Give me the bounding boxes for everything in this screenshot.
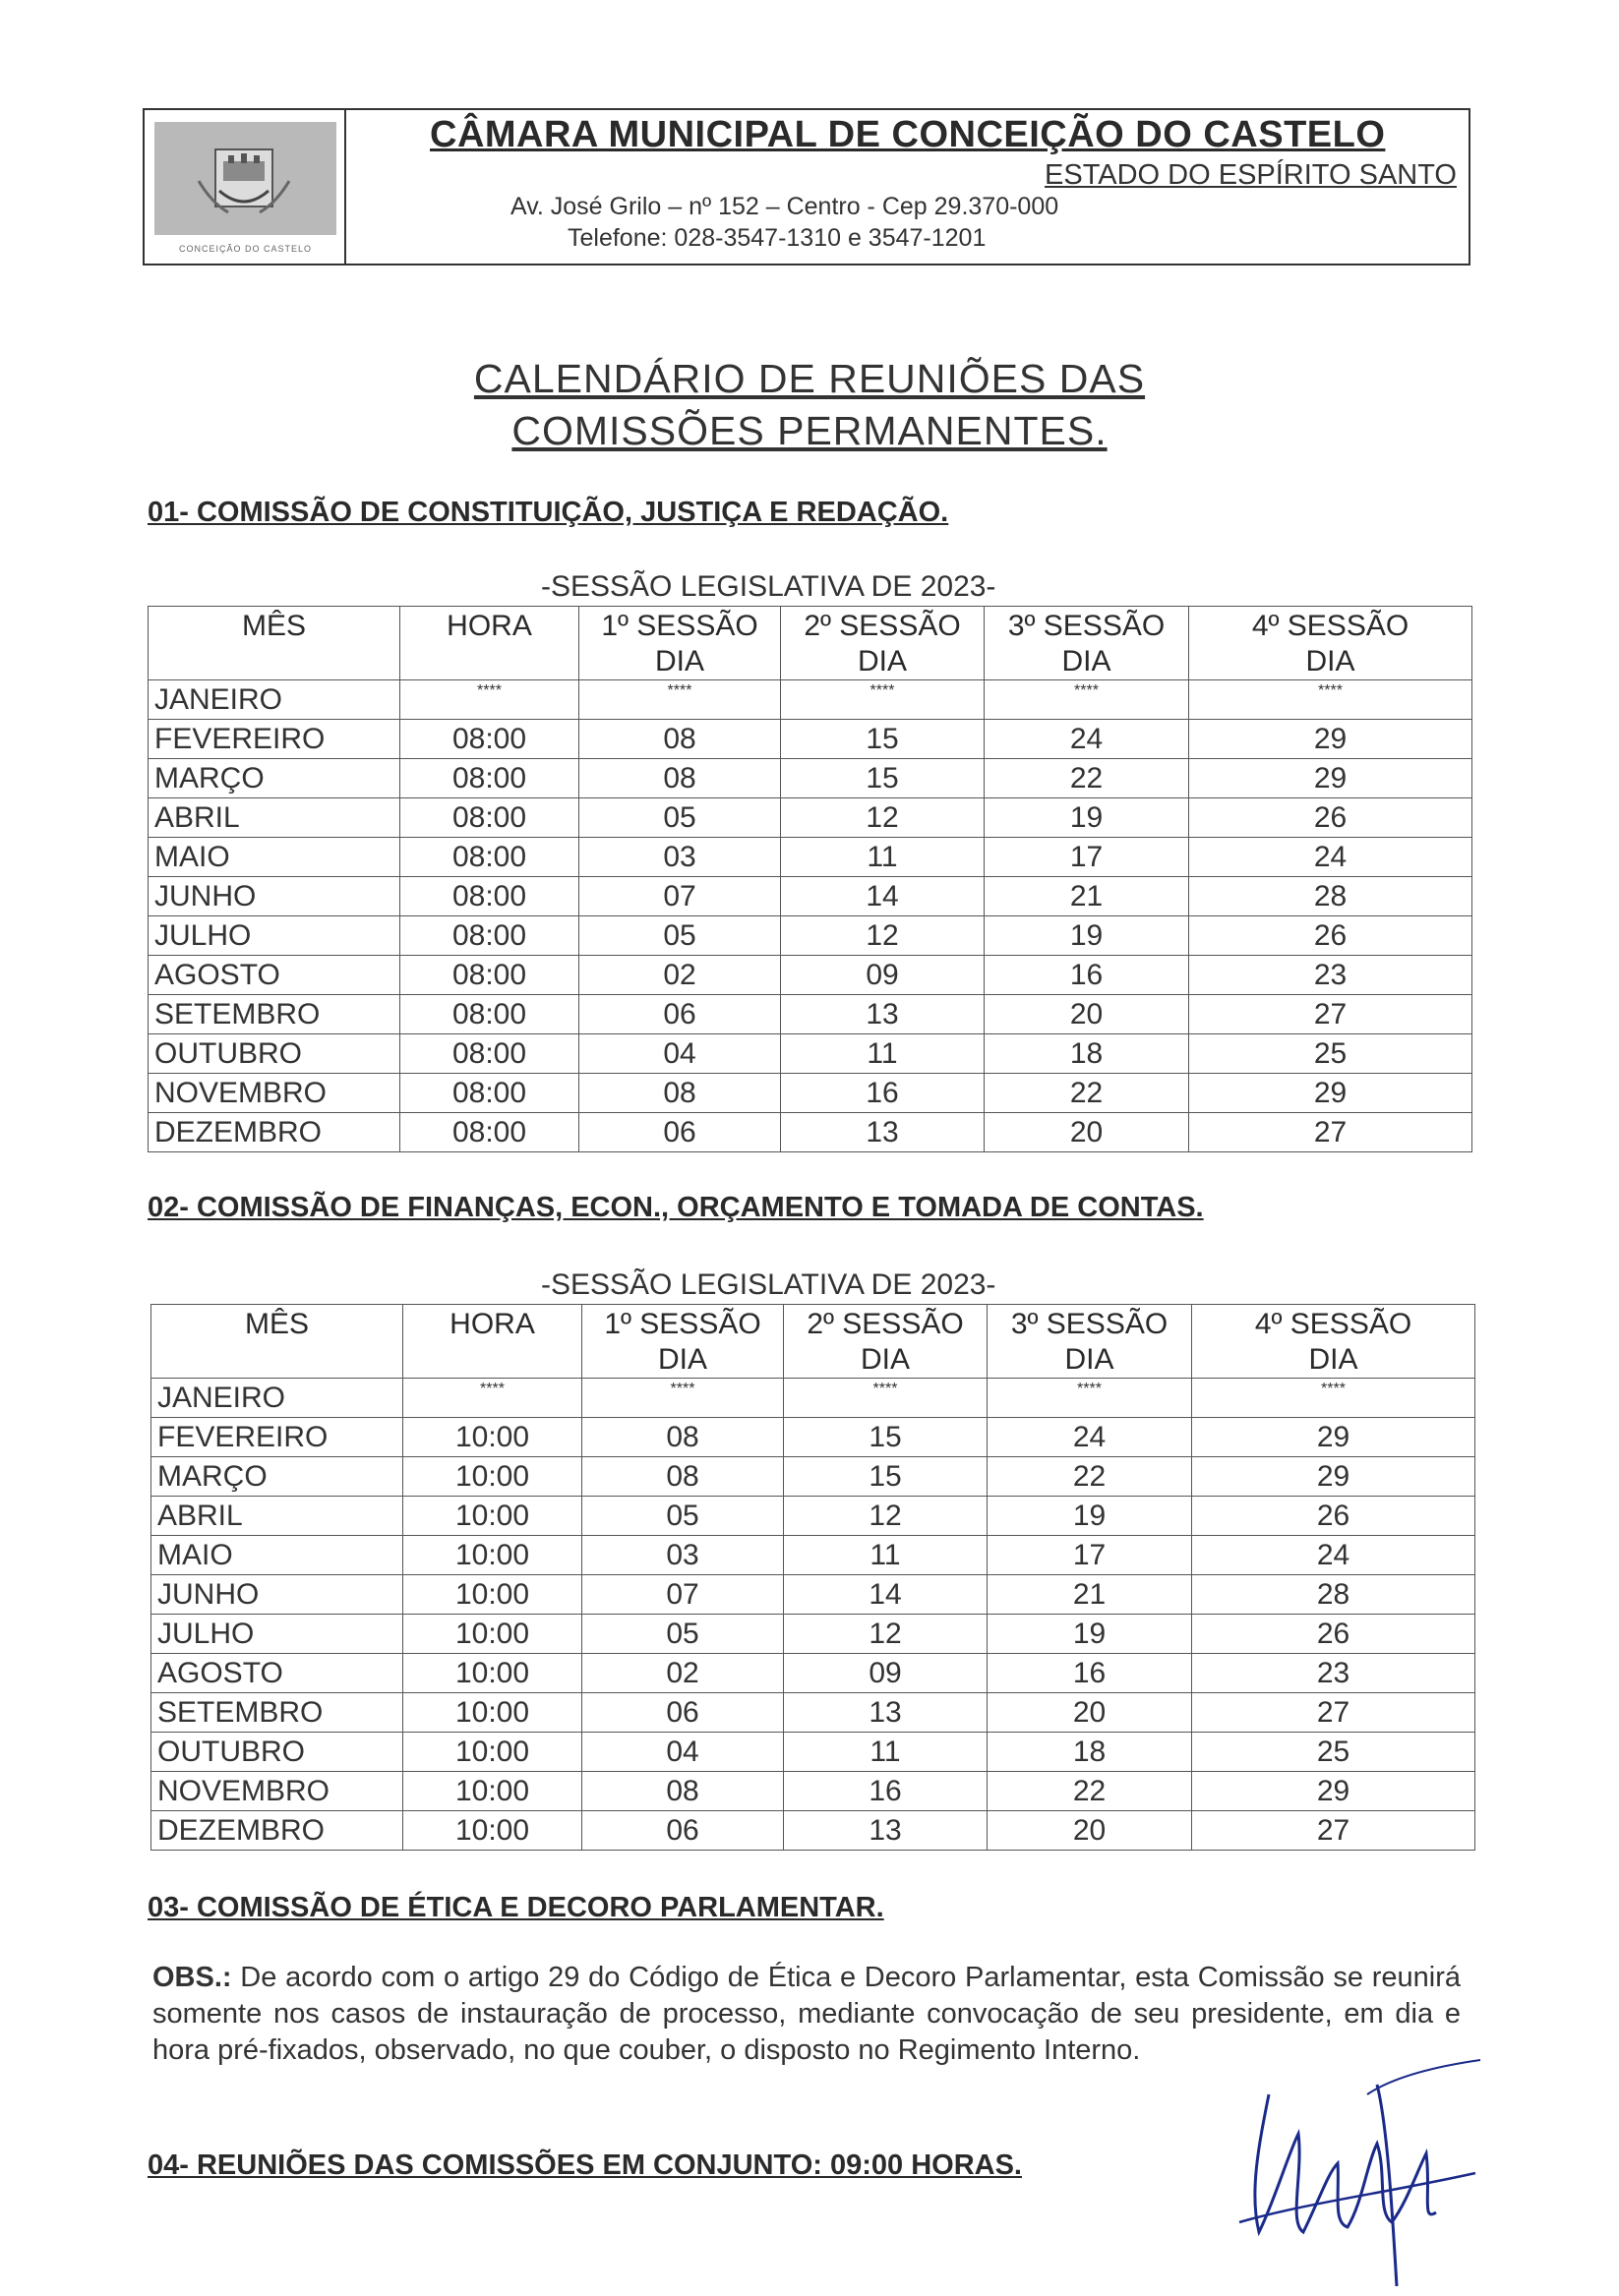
session3-day-cell: 22 (985, 759, 1189, 798)
session1-day-cell: **** (582, 1379, 784, 1418)
table-header-row (149, 607, 1472, 680)
session4-day-cell: 29 (1192, 1418, 1475, 1457)
session4-day-cell: 25 (1192, 1733, 1475, 1772)
table-row (149, 720, 1472, 759)
table-row (151, 1418, 1475, 1457)
hour-cell: 10:00 (403, 1733, 582, 1772)
session2-day-cell: 12 (784, 1497, 988, 1536)
phone: Telefone: 028-3547-1310 e 3547-1201 (568, 224, 987, 252)
session2-day-cell: 15 (784, 1418, 988, 1457)
session3-day-cell: 16 (985, 956, 1189, 995)
table-row (151, 1536, 1475, 1575)
month-cell: JUNHO (151, 1575, 403, 1615)
hour-cell: 08:00 (400, 838, 579, 877)
session4-day-cell: 29 (1192, 1457, 1475, 1497)
commission2-title: 02- COMISSÃO DE FINANÇAS, ECON., ORÇAMENTO E TOMADA DE CONTAS. (148, 1192, 1204, 1223)
hour-cell: 10:00 (403, 1457, 582, 1497)
table-row (149, 798, 1472, 838)
hour-cell: 08:00 (400, 1113, 579, 1152)
table-row (151, 1615, 1475, 1654)
session4-day-cell: 27 (1192, 1811, 1475, 1851)
hour-cell: 10:00 (403, 1497, 582, 1536)
session4-day-cell: 29 (1189, 720, 1472, 759)
session4-day-cell: **** (1189, 680, 1472, 720)
header-month: MÊS (149, 607, 400, 680)
session1-day-cell: 05 (579, 798, 781, 838)
session4-day-cell: 24 (1192, 1536, 1475, 1575)
session1-day-cell: 03 (579, 838, 781, 877)
table-row (149, 1113, 1472, 1152)
hour-cell: 08:00 (400, 1034, 579, 1074)
table-row (151, 1497, 1475, 1536)
signature (1229, 2055, 1485, 2296)
month-cell: JUNHO (149, 877, 400, 916)
logo-caption: CONCEIÇÃO DO CASTELO (178, 244, 313, 254)
month-cell: FEVEREIRO (151, 1418, 403, 1457)
session3-day-cell: 18 (988, 1733, 1192, 1772)
session1-day-cell: 03 (582, 1536, 784, 1575)
session2-day-cell: 16 (781, 1074, 985, 1113)
commission1-session: -SESSÃO LEGISLATIVA DE 2023- (541, 570, 996, 603)
month-cell: ABRIL (149, 798, 400, 838)
month-cell: JULHO (151, 1615, 403, 1654)
month-cell: DEZEMBRO (151, 1811, 403, 1851)
hour-cell: 10:00 (403, 1575, 582, 1615)
session2-day-cell: 13 (781, 1113, 985, 1152)
session3-day-cell: 20 (988, 1811, 1192, 1851)
session2-day-cell: 12 (781, 798, 985, 838)
month-cell: SETEMBRO (151, 1693, 403, 1733)
session3-day-cell: 20 (985, 995, 1189, 1034)
session1-day-cell: 06 (579, 995, 781, 1034)
session1-day-cell: 02 (579, 956, 781, 995)
month-cell: OUTUBRO (151, 1733, 403, 1772)
session2-day-cell: 16 (784, 1772, 988, 1811)
session2-day-cell: 11 (781, 838, 985, 877)
session1-day-cell: 06 (582, 1811, 784, 1851)
table-row (149, 916, 1472, 956)
hour-cell: 10:00 (403, 1536, 582, 1575)
session4-day-cell: 23 (1189, 956, 1472, 995)
header-session2: 2º SESSÃO DIA (784, 1305, 988, 1379)
session1-day-cell: 08 (579, 720, 781, 759)
table-row (151, 1811, 1475, 1851)
session2-day-cell: 14 (781, 877, 985, 916)
session2-day-cell: 15 (781, 720, 985, 759)
hour-cell: 10:00 (403, 1811, 582, 1851)
session4-day-cell: 27 (1189, 995, 1472, 1034)
header-session4: 4º SESSÃO DIA (1192, 1305, 1475, 1379)
logo-box (145, 110, 346, 264)
session3-day-cell: 18 (985, 1034, 1189, 1074)
document-title-line1: CALENDÁRIO DE REUNIÕES DAS (473, 356, 1146, 401)
session4-day-cell: 28 (1189, 877, 1472, 916)
session1-day-cell: 08 (579, 1074, 781, 1113)
header-session4: 4º SESSÃO DIA (1189, 607, 1472, 680)
month-cell: AGOSTO (151, 1654, 403, 1693)
session4-day-cell: 29 (1189, 759, 1472, 798)
session2-day-cell: 13 (781, 995, 985, 1034)
session2-day-cell: 12 (781, 916, 985, 956)
month-cell: FEVEREIRO (149, 720, 400, 759)
header-session1: 1º SESSÃO DIA (582, 1305, 784, 1379)
table-row (149, 1074, 1472, 1113)
session2-day-cell: **** (784, 1379, 988, 1418)
session3-day-cell: 22 (988, 1457, 1192, 1497)
table-row (151, 1654, 1475, 1693)
hour-cell: 08:00 (400, 798, 579, 838)
session3-day-cell: 21 (985, 877, 1189, 916)
hour-cell: **** (403, 1379, 582, 1418)
session1-day-cell: **** (579, 680, 781, 720)
commission3-title: 03- COMISSÃO DE ÉTICA E DECORO PARLAMENTAR. (148, 1892, 884, 1923)
session1-day-cell: 05 (579, 916, 781, 956)
hour-cell: 08:00 (400, 877, 579, 916)
session3-day-cell: **** (985, 680, 1189, 720)
session2-day-cell: 13 (784, 1693, 988, 1733)
session2-day-cell: 15 (781, 759, 985, 798)
session2-day-cell: 12 (784, 1615, 988, 1654)
month-cell: MAIO (151, 1536, 403, 1575)
commission1-rows (149, 680, 1472, 1152)
session3-day-cell: 16 (988, 1654, 1192, 1693)
session4-day-cell: 24 (1189, 838, 1472, 877)
session2-day-cell: 11 (784, 1733, 988, 1772)
table-row (151, 1733, 1475, 1772)
month-cell: JANEIRO (149, 680, 400, 720)
table-row (149, 838, 1472, 877)
session4-day-cell: 28 (1192, 1575, 1475, 1615)
month-cell: ABRIL (151, 1497, 403, 1536)
table-row (149, 956, 1472, 995)
hour-cell: 08:00 (400, 956, 579, 995)
hour-cell: 08:00 (400, 916, 579, 956)
session4-day-cell: 27 (1192, 1693, 1475, 1733)
session2-day-cell: 09 (781, 956, 985, 995)
month-cell: MARÇO (149, 759, 400, 798)
month-cell: JULHO (149, 916, 400, 956)
commission1-title: 01- COMISSÃO DE CONSTITUIÇÃO, JUSTIÇA E REDAÇÃO. (148, 497, 949, 528)
obs-text: De acordo com o artigo 29 do Código de Ética e Decoro Parlamentar, esta Comissão se reunirá somente nos casos de instauração de processo, mediante convocação de seu presidente, em dia e hora pré-fixados, observado, no que couber, o disposto no Regimento Interno. (152, 1962, 1461, 2066)
document-title-line2: COMISSÕES PERMANENTES. (511, 408, 1108, 453)
session1-day-cell: 08 (582, 1418, 784, 1457)
hour-cell: 10:00 (403, 1693, 582, 1733)
month-cell: OUTUBRO (149, 1034, 400, 1074)
session1-day-cell: 05 (582, 1497, 784, 1536)
header-session3: 3º SESSÃO DIA (985, 607, 1189, 680)
session3-day-cell: 19 (985, 798, 1189, 838)
session1-day-cell: 08 (582, 1772, 784, 1811)
session4-day-cell: 26 (1192, 1615, 1475, 1654)
header-hour: HORA (400, 607, 579, 680)
table-row (149, 877, 1472, 916)
session1-day-cell: 02 (582, 1654, 784, 1693)
table-row (151, 1693, 1475, 1733)
hour-cell: 10:00 (403, 1615, 582, 1654)
session1-day-cell: 04 (579, 1034, 781, 1074)
session4-day-cell: 26 (1189, 916, 1472, 956)
hour-cell: 08:00 (400, 720, 579, 759)
session2-day-cell: 14 (784, 1575, 988, 1615)
session4-day-cell: 23 (1192, 1654, 1475, 1693)
session3-day-cell: 24 (985, 720, 1189, 759)
letterhead (143, 108, 1470, 265)
table-row (149, 680, 1472, 720)
month-cell: NOVEMBRO (151, 1772, 403, 1811)
hour-cell: 10:00 (403, 1654, 582, 1693)
session3-day-cell: 19 (985, 916, 1189, 956)
table-row (151, 1457, 1475, 1497)
session3-day-cell: **** (988, 1379, 1192, 1418)
institution-title: CÂMARA MUNICIPAL DE CONCEIÇÃO DO CASTELO (430, 114, 1386, 155)
table-row (149, 1034, 1472, 1074)
month-cell: DEZEMBRO (149, 1113, 400, 1152)
session4-day-cell: 26 (1189, 798, 1472, 838)
commission4-title: 04- REUNIÕES DAS COMISSÕES EM CONJUNTO: 09:00 HORAS. (148, 2149, 1022, 2181)
session3-day-cell: 20 (988, 1693, 1192, 1733)
session3-day-cell: 22 (988, 1772, 1192, 1811)
address: Av. José Grilo – nº 152 – Centro - Cep 29.370-000 (510, 193, 1059, 220)
session1-day-cell: 07 (582, 1575, 784, 1615)
session1-day-cell: 07 (579, 877, 781, 916)
month-cell: AGOSTO (149, 956, 400, 995)
session1-day-cell: 08 (579, 759, 781, 798)
hour-cell: 08:00 (400, 1074, 579, 1113)
commission2-session: -SESSÃO LEGISLATIVA DE 2023- (541, 1268, 996, 1301)
table-row (151, 1379, 1475, 1418)
header-hour: HORA (403, 1305, 582, 1379)
session2-day-cell: 15 (784, 1457, 988, 1497)
hour-cell: 10:00 (403, 1772, 582, 1811)
session2-day-cell: 11 (784, 1536, 988, 1575)
session4-day-cell: 29 (1189, 1074, 1472, 1113)
session4-day-cell: 26 (1192, 1497, 1475, 1536)
obs-label: OBS.: (152, 1962, 232, 1993)
observation-paragraph (152, 1960, 1461, 2069)
table-row (151, 1575, 1475, 1615)
session3-day-cell: 21 (988, 1575, 1192, 1615)
session2-day-cell: 11 (781, 1034, 985, 1074)
session3-day-cell: 20 (985, 1113, 1189, 1152)
session1-day-cell: 05 (582, 1615, 784, 1654)
session3-day-cell: 17 (988, 1536, 1192, 1575)
month-cell: JANEIRO (151, 1379, 403, 1418)
state-name: ESTADO DO ESPÍRITO SANTO (1045, 159, 1457, 191)
month-cell: SETEMBRO (149, 995, 400, 1034)
hour-cell: **** (400, 680, 579, 720)
session4-day-cell: 25 (1189, 1034, 1472, 1074)
month-cell: NOVEMBRO (149, 1074, 400, 1113)
municipal-logo (154, 122, 336, 235)
session4-day-cell: 29 (1192, 1772, 1475, 1811)
table-row (151, 1772, 1475, 1811)
session2-day-cell: **** (781, 680, 985, 720)
commission2-rows (151, 1379, 1475, 1851)
session3-day-cell: 24 (988, 1418, 1192, 1457)
header-session1: 1º SESSÃO DIA (579, 607, 781, 680)
session3-day-cell: 19 (988, 1497, 1192, 1536)
hour-cell: 08:00 (400, 759, 579, 798)
hour-cell: 10:00 (403, 1418, 582, 1457)
header-session2: 2º SESSÃO DIA (781, 607, 985, 680)
session3-day-cell: 17 (985, 838, 1189, 877)
header-session3: 3º SESSÃO DIA (988, 1305, 1192, 1379)
session4-day-cell: **** (1192, 1379, 1475, 1418)
month-cell: MARÇO (151, 1457, 403, 1497)
commission2-table (150, 1304, 1475, 1851)
session1-day-cell: 04 (582, 1733, 784, 1772)
session1-day-cell: 06 (579, 1113, 781, 1152)
table-row (149, 759, 1472, 798)
header-month: MÊS (151, 1305, 403, 1379)
commission1-table (148, 606, 1472, 1152)
session4-day-cell: 27 (1189, 1113, 1472, 1152)
session1-day-cell: 06 (582, 1693, 784, 1733)
session2-day-cell: 09 (784, 1654, 988, 1693)
session2-day-cell: 13 (784, 1811, 988, 1851)
session3-day-cell: 22 (985, 1074, 1189, 1113)
table-header-row (151, 1305, 1475, 1379)
month-cell: MAIO (149, 838, 400, 877)
session3-day-cell: 19 (988, 1615, 1192, 1654)
table-row (149, 995, 1472, 1034)
session1-day-cell: 08 (582, 1457, 784, 1497)
hour-cell: 08:00 (400, 995, 579, 1034)
